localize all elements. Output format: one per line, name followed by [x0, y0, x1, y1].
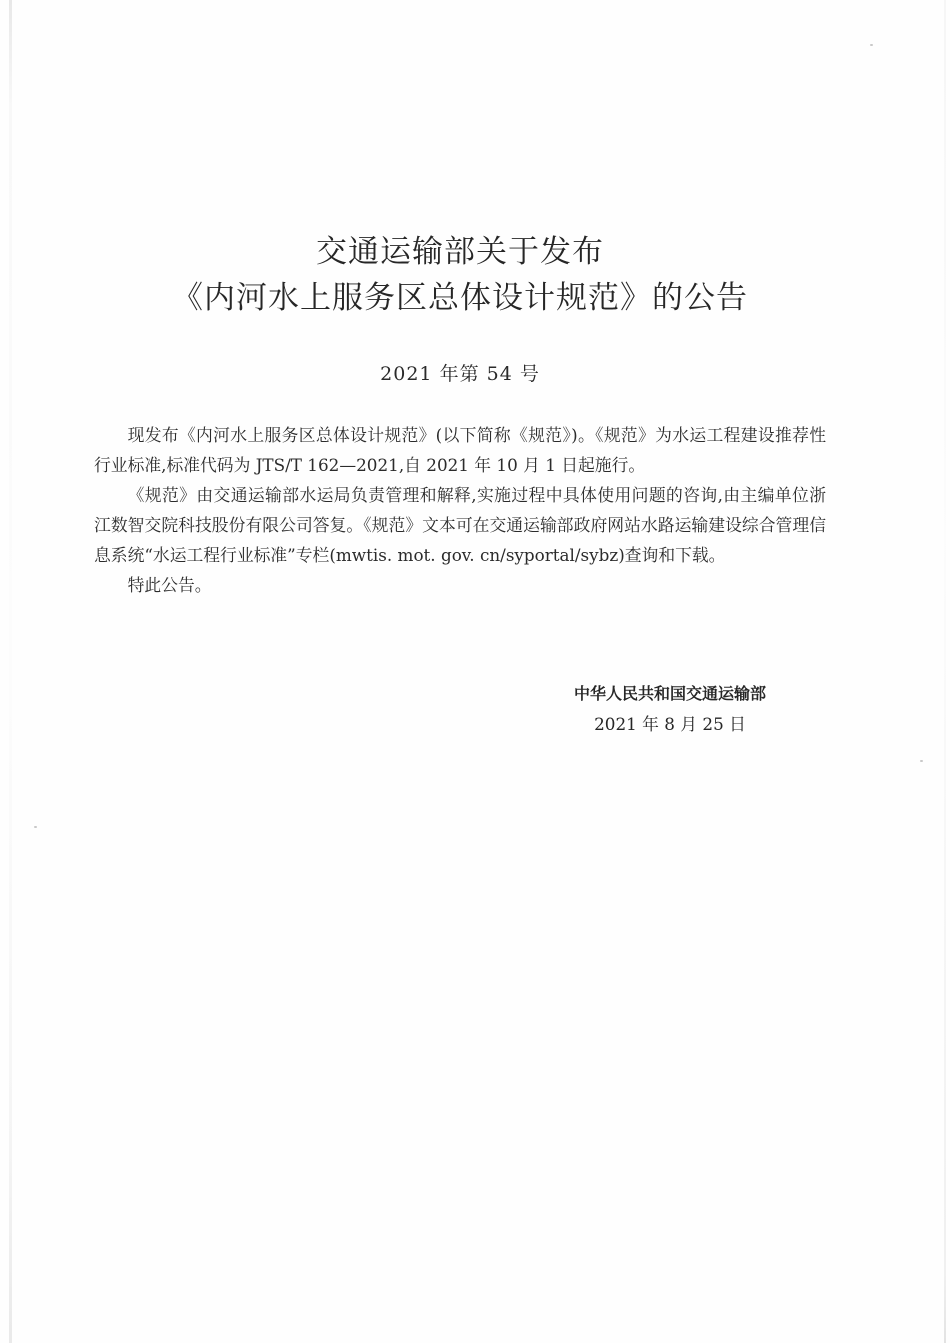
- scan-speck: [870, 44, 873, 46]
- scan-speck: [34, 826, 37, 828]
- scan-edge-right: [944, 0, 946, 1343]
- body-paragraph: 特此公告。: [127, 575, 212, 595]
- document-title-line-1: 交通运输部关于发布: [316, 234, 604, 270]
- document-title-line-2: 《内河水上服务区总体设计规范》的公告: [172, 280, 748, 316]
- scan-speck: [920, 760, 923, 762]
- document-number: 2021 年第 54 号: [380, 363, 540, 385]
- scan-edge-left: [9, 0, 12, 1343]
- issuing-organization: 中华人民共和国交通运输部: [573, 684, 766, 703]
- issue-date: 2021 年 8 月 25 日: [594, 714, 746, 734]
- body-paragraph: 《规范》由交通运输部水运局负责管理和解释,实施过程中具体使用问题的咨询,由主编单位浙江数智交院科技股份有限公司答复。《规范》文本可在交通运输部政府网站水路运输建设综合管理信息系统“水运工程行业标准”专栏(mwtis. mot. gov. cn/syportal/sybz)查询和下载。: [94, 485, 826, 565]
- body-paragraph: 现发布《内河水上服务区总体设计规范》(以下简称《规范》)。《规范》为水运工程建设推荐性行业标准,标准代码为 JTS/T 162—2021,自 2021 年 10 月 1 日起施行。: [94, 425, 826, 475]
- signature-block: [540, 678, 800, 740]
- document-body: [94, 420, 826, 600]
